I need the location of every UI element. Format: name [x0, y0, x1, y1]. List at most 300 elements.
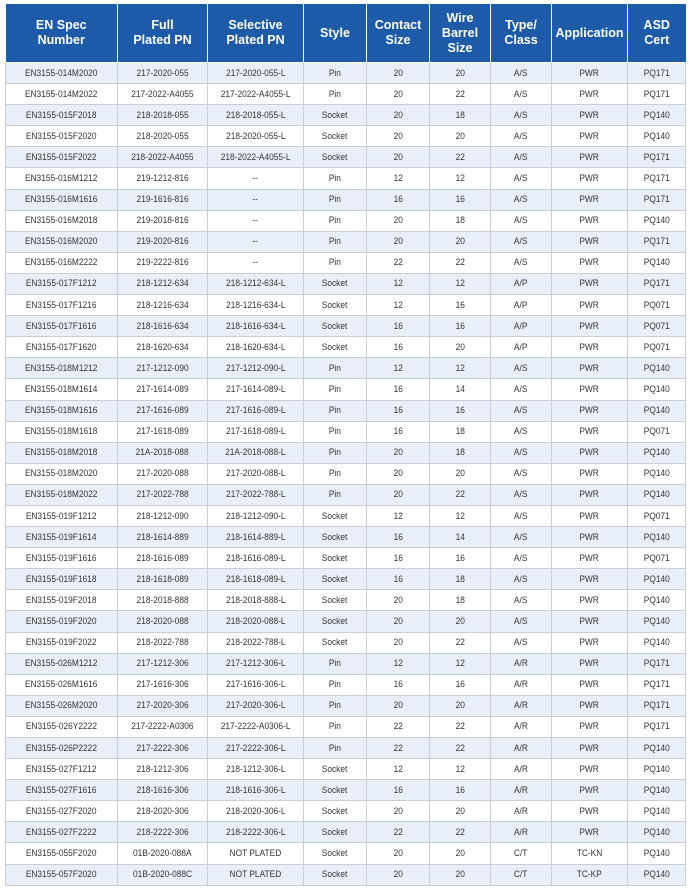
- header-line: Full: [151, 18, 174, 32]
- cell-asd-cert: [628, 421, 686, 442]
- cell-text: A/S: [514, 362, 528, 374]
- cell-text: 218-2018-888: [136, 594, 189, 606]
- cell-application: [552, 611, 628, 632]
- cell-wire-barrel-size: [430, 273, 491, 294]
- cell-style: [304, 843, 367, 864]
- cell-text: PQ071: [643, 320, 670, 332]
- cell-text: PWR: [579, 130, 600, 142]
- cell-wire-barrel-size: [430, 484, 491, 505]
- cell-text: 20: [393, 130, 403, 142]
- cell-text: Socket: [322, 341, 348, 353]
- cell-text: EN3155-018M1212: [25, 362, 98, 374]
- cell-style: [304, 126, 367, 147]
- cell-text: A/P: [514, 341, 528, 353]
- cell-text: Pin: [328, 721, 342, 733]
- cell-text: PQ171: [643, 700, 670, 712]
- cell-text: 218-2020-088-L: [225, 615, 286, 627]
- cell-full-plated-pn: [118, 126, 208, 147]
- cell-text: A/S: [514, 130, 528, 142]
- cell-text: EN3155-014M2022: [25, 88, 98, 100]
- cell-text: Socket: [322, 805, 348, 817]
- cell-text: 18: [455, 109, 465, 121]
- cell-text: A/R: [514, 826, 528, 838]
- cell-text: EN3155-019F2020: [26, 615, 97, 627]
- cell-application: [552, 421, 628, 442]
- cell-text: A/S: [514, 383, 528, 395]
- cell-type-class: [491, 442, 552, 463]
- cell-text: 217-2020-055: [136, 67, 189, 79]
- cell-text: A/S: [514, 151, 528, 163]
- cell-text: 16: [393, 552, 403, 564]
- cell-text: PWR: [579, 468, 600, 480]
- table-row: [6, 674, 686, 695]
- cell-text: 12: [393, 299, 403, 311]
- cell-text: Socket: [322, 109, 348, 121]
- cell-application: [552, 484, 628, 505]
- cell-text: PQ140: [643, 869, 670, 881]
- cell-text: EN3155-019F1614: [26, 531, 97, 543]
- cell-type-class: [491, 421, 552, 442]
- cell-text: PWR: [579, 594, 600, 606]
- table-row: [6, 316, 686, 337]
- cell-text: EN3155-026Y2222: [25, 721, 98, 733]
- cell-text: 20: [455, 615, 465, 627]
- cell-application: [552, 295, 628, 316]
- cell-text: TC-KP: [576, 869, 603, 881]
- cell-en-spec-number: [6, 189, 118, 210]
- header-line: Application: [555, 25, 624, 40]
- cell-contact-size: [367, 569, 430, 590]
- cell-contact-size: [367, 126, 430, 147]
- cell-selective-plated-pn: [208, 527, 304, 548]
- cell-text: PWR: [579, 405, 600, 417]
- cell-contact-size: [367, 822, 430, 843]
- cell-text: 22: [455, 151, 465, 163]
- cell-en-spec-number: [6, 337, 118, 358]
- cell-asd-cert: [628, 611, 686, 632]
- cell-text: 18: [455, 215, 465, 227]
- cell-en-spec-number: [6, 716, 118, 737]
- cell-text: EN3155-017F1620: [26, 341, 97, 353]
- cell-text: 21A-2018-088: [136, 447, 189, 459]
- cell-application: [552, 358, 628, 379]
- cell-text: 12: [455, 173, 465, 185]
- header-line: Type/: [505, 18, 537, 32]
- header-line: Number: [37, 33, 85, 47]
- cell-text: A/P: [514, 278, 528, 290]
- cell-type-class: [491, 527, 552, 548]
- cell-text: EN3155-027F2222: [26, 826, 97, 838]
- header-line: Plated PN: [226, 33, 285, 47]
- cell-style: [304, 421, 367, 442]
- cell-selective-plated-pn: [208, 716, 304, 737]
- cell-application: [552, 843, 628, 864]
- cell-text: A/R: [514, 700, 528, 712]
- cell-text: 218-1212-090-L: [225, 510, 286, 522]
- cell-text: PQ140: [643, 468, 670, 480]
- cell-text: --: [252, 257, 259, 269]
- cell-contact-size: [367, 400, 430, 421]
- cell-text: EN3155-017F1616: [26, 320, 97, 332]
- cell-text: PQ140: [643, 130, 670, 142]
- cell-type-class: [491, 463, 552, 484]
- cell-text: 218-2020-088: [136, 615, 189, 627]
- cell-text: Pin: [328, 173, 342, 185]
- cell-contact-size: [367, 801, 430, 822]
- cell-asd-cert: [628, 653, 686, 674]
- cell-en-spec-number: [6, 147, 118, 168]
- cell-text: 218-2018-888-L: [225, 594, 286, 606]
- cell-en-spec-number: [6, 358, 118, 379]
- cell-type-class: [491, 569, 552, 590]
- cell-text: A/R: [514, 721, 528, 733]
- cell-selective-plated-pn: [208, 759, 304, 780]
- cell-text: PWR: [579, 194, 600, 206]
- table-row: [6, 295, 686, 316]
- cell-text: A/R: [514, 658, 528, 670]
- cell-en-spec-number: [6, 63, 118, 84]
- cell-selective-plated-pn: [208, 611, 304, 632]
- cell-text: EN3155-018M2022: [25, 489, 98, 501]
- cell-text: 22: [393, 721, 403, 733]
- cell-text: A/S: [514, 257, 528, 269]
- cell-text: 20: [393, 109, 403, 121]
- cell-full-plated-pn: [118, 611, 208, 632]
- cell-en-spec-number: [6, 632, 118, 653]
- cell-text: 217-2222-A0306-L: [220, 721, 291, 733]
- cell-text: Socket: [322, 637, 348, 649]
- cell-text: PQ071: [643, 426, 670, 438]
- cell-full-plated-pn: [118, 84, 208, 105]
- cell-text: 16: [393, 679, 403, 691]
- cell-style: [304, 189, 367, 210]
- cell-style: [304, 548, 367, 569]
- cell-contact-size: [367, 780, 430, 801]
- cell-text: A/S: [514, 573, 528, 585]
- cell-style: [304, 168, 367, 189]
- table-row: [6, 210, 686, 231]
- cell-text: Socket: [322, 510, 348, 522]
- cell-contact-size: [367, 63, 430, 84]
- cell-selective-plated-pn: [208, 379, 304, 400]
- cell-selective-plated-pn: [208, 273, 304, 294]
- cell-text: Pin: [328, 257, 342, 269]
- cell-style: [304, 463, 367, 484]
- cell-en-spec-number: [6, 295, 118, 316]
- cell-full-plated-pn: [118, 738, 208, 759]
- cell-text: 12: [393, 362, 403, 374]
- cell-style: [304, 252, 367, 273]
- cell-en-spec-number: [6, 801, 118, 822]
- cell-text: 20: [393, 468, 403, 480]
- cell-type-class: [491, 63, 552, 84]
- cell-text: PWR: [579, 742, 600, 754]
- cell-text: 22: [455, 88, 465, 100]
- cell-text: PQ140: [643, 763, 670, 775]
- cell-wire-barrel-size: [430, 379, 491, 400]
- cell-wire-barrel-size: [430, 105, 491, 126]
- cell-text: PQ140: [643, 805, 670, 817]
- cell-text: 22: [393, 742, 403, 754]
- cell-text: 217-2222-306-L: [225, 742, 286, 754]
- header-line: Selective: [228, 18, 283, 32]
- cell-contact-size: [367, 548, 430, 569]
- cell-selective-plated-pn: [208, 864, 304, 885]
- cell-text: PWR: [579, 341, 600, 353]
- cell-style: [304, 400, 367, 421]
- cell-text: 12: [393, 278, 403, 290]
- cell-asd-cert: [628, 463, 686, 484]
- en-spec-table: [5, 4, 686, 886]
- cell-text: 12: [393, 763, 403, 775]
- cell-contact-size: [367, 463, 430, 484]
- cell-text: 218-1616-634: [136, 320, 189, 332]
- cell-text: --: [252, 194, 259, 206]
- table-row: [6, 759, 686, 780]
- cell-contact-size: [367, 632, 430, 653]
- cell-asd-cert: [628, 695, 686, 716]
- cell-contact-size: [367, 505, 430, 526]
- cell-text: Pin: [328, 679, 342, 691]
- cell-selective-plated-pn: [208, 780, 304, 801]
- cell-text: PWR: [579, 109, 600, 121]
- cell-full-plated-pn: [118, 316, 208, 337]
- cell-text: EN3155-014M2020: [25, 67, 98, 79]
- cell-text: PQ140: [643, 848, 670, 860]
- cell-contact-size: [367, 189, 430, 210]
- cell-text: EN3155-016M2020: [25, 236, 98, 248]
- cell-full-plated-pn: [118, 400, 208, 421]
- cell-text: EN3155-057F2020: [26, 869, 97, 881]
- cell-text: 217-1616-306: [136, 679, 189, 691]
- cell-full-plated-pn: [118, 252, 208, 273]
- cell-full-plated-pn: [118, 569, 208, 590]
- cell-text: A/R: [514, 784, 528, 796]
- cell-en-spec-number: [6, 400, 118, 421]
- table-row: [6, 273, 686, 294]
- cell-text: 20: [393, 67, 403, 79]
- cell-wire-barrel-size: [430, 590, 491, 611]
- cell-text: 217-1212-306: [136, 658, 189, 670]
- cell-text: 20: [455, 848, 465, 860]
- cell-text: 22: [393, 826, 403, 838]
- cell-text: 217-2020-055-L: [225, 67, 286, 79]
- cell-text: Pin: [328, 383, 342, 395]
- cell-text: EN3155-018M1614: [25, 383, 98, 395]
- cell-text: 20: [393, 700, 403, 712]
- cell-wire-barrel-size: [430, 527, 491, 548]
- cell-type-class: [491, 295, 552, 316]
- cell-text: 218-1620-634-L: [225, 341, 286, 353]
- cell-text: PWR: [579, 383, 600, 395]
- cell-text: A/S: [514, 531, 528, 543]
- cell-text: 16: [393, 573, 403, 585]
- cell-text: 218-2020-055: [136, 130, 189, 142]
- cell-type-class: [491, 126, 552, 147]
- cell-type-class: [491, 189, 552, 210]
- table-row: [6, 716, 686, 737]
- cell-text: EN3155-017F1212: [26, 278, 97, 290]
- cell-text: 14: [455, 531, 465, 543]
- cell-text: EN3155-018M1616: [25, 405, 98, 417]
- cell-selective-plated-pn: [208, 801, 304, 822]
- cell-text: Pin: [328, 194, 342, 206]
- table-row: [6, 421, 686, 442]
- cell-asd-cert: [628, 63, 686, 84]
- cell-asd-cert: [628, 801, 686, 822]
- cell-selective-plated-pn: [208, 358, 304, 379]
- cell-text: 01B-2020-088C: [132, 869, 193, 881]
- cell-text: 20: [393, 637, 403, 649]
- cell-selective-plated-pn: [208, 505, 304, 526]
- header-line: EN Spec: [35, 18, 87, 32]
- cell-full-plated-pn: [118, 548, 208, 569]
- cell-text: PQ140: [643, 362, 670, 374]
- cell-text: 218-1212-090: [136, 510, 189, 522]
- cell-wire-barrel-size: [430, 63, 491, 84]
- cell-en-spec-number: [6, 231, 118, 252]
- cell-style: [304, 231, 367, 252]
- cell-contact-size: [367, 168, 430, 189]
- table-row: [6, 632, 686, 653]
- cell-style: [304, 210, 367, 231]
- cell-contact-size: [367, 484, 430, 505]
- cell-en-spec-number: [6, 316, 118, 337]
- cell-text: 217-2020-306-L: [225, 700, 286, 712]
- cell-text: 20: [393, 151, 403, 163]
- cell-text: EN3155-018M2018: [25, 447, 98, 459]
- cell-application: [552, 189, 628, 210]
- cell-type-class: [491, 674, 552, 695]
- cell-text: Pin: [328, 426, 342, 438]
- cell-text: 22: [455, 742, 465, 754]
- cell-text: Socket: [322, 130, 348, 142]
- cell-text: EN3155-026M1616: [25, 679, 98, 691]
- table-row: [6, 864, 686, 885]
- table-row: [6, 105, 686, 126]
- cell-full-plated-pn: [118, 759, 208, 780]
- cell-text: PWR: [579, 510, 600, 522]
- cell-application: [552, 126, 628, 147]
- cell-wire-barrel-size: [430, 442, 491, 463]
- cell-wire-barrel-size: [430, 189, 491, 210]
- cell-text: EN3155-027F1616: [26, 784, 97, 796]
- cell-en-spec-number: [6, 484, 118, 505]
- cell-text: PQ140: [643, 405, 670, 417]
- table-row: [6, 147, 686, 168]
- cell-style: [304, 316, 367, 337]
- cell-text: 217-1616-089: [136, 405, 189, 417]
- cell-application: [552, 759, 628, 780]
- cell-text: EN3155-016M1616: [25, 194, 98, 206]
- cell-text: NOT PLATED: [229, 869, 282, 881]
- table-row: [6, 527, 686, 548]
- cell-text: PQ171: [643, 721, 670, 733]
- cell-en-spec-number: [6, 421, 118, 442]
- cell-type-class: [491, 210, 552, 231]
- cell-text: PWR: [579, 278, 600, 290]
- cell-application: [552, 738, 628, 759]
- cell-wire-barrel-size: [430, 231, 491, 252]
- cell-wire-barrel-size: [430, 611, 491, 632]
- cell-text: 12: [455, 362, 465, 374]
- cell-style: [304, 527, 367, 548]
- cell-text: 16: [455, 679, 465, 691]
- cell-wire-barrel-size: [430, 168, 491, 189]
- cell-asd-cert: [628, 295, 686, 316]
- cell-selective-plated-pn: [208, 295, 304, 316]
- cell-text: 20: [393, 805, 403, 817]
- cell-asd-cert: [628, 231, 686, 252]
- cell-full-plated-pn: [118, 864, 208, 885]
- cell-application: [552, 84, 628, 105]
- cell-text: 219-1212-816: [136, 173, 189, 185]
- cell-contact-size: [367, 611, 430, 632]
- cell-contact-size: [367, 653, 430, 674]
- cell-selective-plated-pn: [208, 168, 304, 189]
- cell-text: 218-2020-055-L: [225, 130, 286, 142]
- cell-text: 22: [455, 257, 465, 269]
- cell-contact-size: [367, 738, 430, 759]
- cell-contact-size: [367, 674, 430, 695]
- cell-text: 16: [455, 552, 465, 564]
- cell-text: Pin: [328, 215, 342, 227]
- cell-en-spec-number: [6, 168, 118, 189]
- table-row: [6, 611, 686, 632]
- cell-contact-size: [367, 843, 430, 864]
- cell-text: C/T: [514, 869, 528, 881]
- cell-full-plated-pn: [118, 210, 208, 231]
- table-row: [6, 63, 686, 84]
- cell-selective-plated-pn: [208, 843, 304, 864]
- cell-text: PWR: [579, 826, 600, 838]
- cell-text: 217-2022-A4055-L: [220, 88, 291, 100]
- cell-text: Socket: [322, 848, 348, 860]
- cell-application: [552, 147, 628, 168]
- table-row: [6, 484, 686, 505]
- cell-application: [552, 379, 628, 400]
- cell-contact-size: [367, 379, 430, 400]
- cell-text: 219-2018-816: [136, 215, 189, 227]
- cell-text: PWR: [579, 67, 600, 79]
- cell-text: 218-1616-306: [136, 784, 189, 796]
- cell-text: NOT PLATED: [229, 848, 282, 860]
- cell-type-class: [491, 843, 552, 864]
- cell-selective-plated-pn: [208, 210, 304, 231]
- cell-asd-cert: [628, 484, 686, 505]
- cell-full-plated-pn: [118, 801, 208, 822]
- cell-text: 20: [455, 236, 465, 248]
- cell-style: [304, 632, 367, 653]
- cell-asd-cert: [628, 716, 686, 737]
- cell-text: EN3155-019F1618: [26, 573, 97, 585]
- cell-contact-size: [367, 695, 430, 716]
- cell-text: 16: [455, 405, 465, 417]
- cell-text: PWR: [579, 637, 600, 649]
- cell-text: A/S: [514, 88, 528, 100]
- cell-en-spec-number: [6, 548, 118, 569]
- cell-text: 20: [393, 594, 403, 606]
- cell-type-class: [491, 632, 552, 653]
- cell-application: [552, 316, 628, 337]
- cell-application: [552, 801, 628, 822]
- cell-text: PQ140: [643, 742, 670, 754]
- cell-application: [552, 463, 628, 484]
- cell-style: [304, 442, 367, 463]
- cell-text: 01B-2020-088A: [133, 848, 192, 860]
- cell-text: 20: [393, 215, 403, 227]
- cell-en-spec-number: [6, 84, 118, 105]
